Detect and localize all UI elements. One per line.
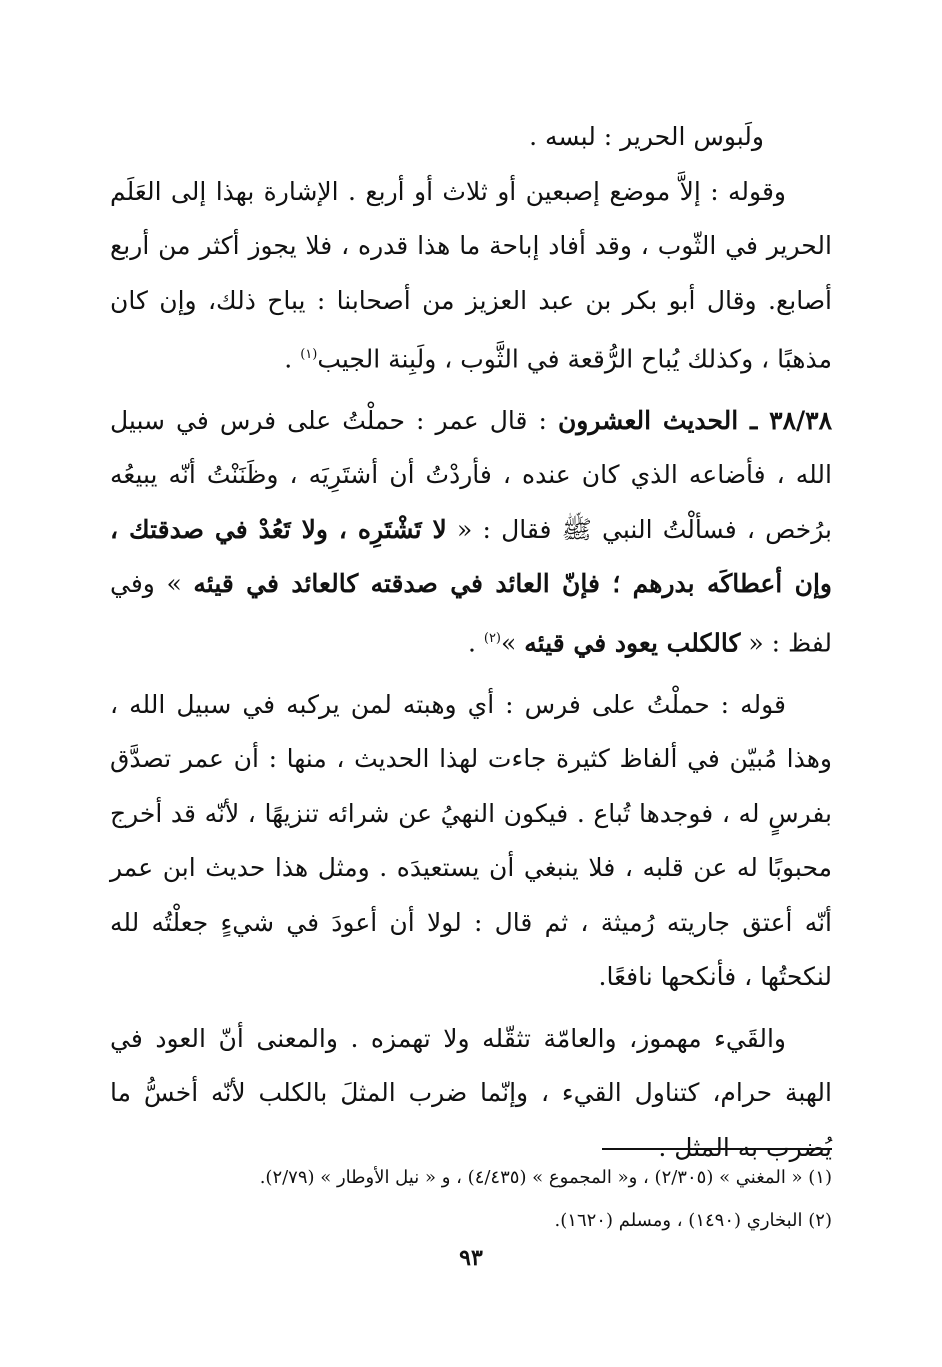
- paragraph-libas: [110, 110, 832, 165]
- footnote-1: (١) « المغني » (٢/٣٠٥) ، و« المجموع » (٤/٤٣٥) ، و « نيل الأوطار » (٢/٧٩).: [259, 1167, 832, 1188]
- paragraph-text: وقوله : إلاَّ موضع إصبعين أو ثلاث أو أربع . الإشارة بهذا إلى العَلَم الحرير في الثّوب ، وقد أفاد إباحة ما هذا قدره ، فلا يجوز أكثر من أربع أصابع. وقال أبو بكر بن عبد العزيز من أصحابنا : يباح ذلك، وإن كان مذهبًا ، وكذلك يُباح الرُّقعة في الثَّوب ، ولَبِنة الجيب: [110, 176, 832, 374]
- main-text: [110, 110, 832, 1175]
- hadith-quote: كالكلب يعود في قيئه: [524, 628, 741, 658]
- hadith-heading: ٣٨/٣٨ ـ الحديث العشرون: [557, 405, 832, 435]
- paragraph-text: قوله : حملْتُ على فرس : أي وهبته لمن يركبه في سبيل الله ، وهذا مُبيّن في ألفاظ كثيرة جاءت لهذا الحديث ، منها : أن عمر تصدَّق بفرسٍ له ، فوجدها تُباع . فيكون النهيُ عن شرائه تنزيهًا ، لأنّه قد أخرج محبوبًا له عن قلبه ، فلا ينبغي أن يستعيدَه . ومثل هذا حديث ابن عمر أنّه أعتق جاريته رُميثة ، ثم قال : لولا أن أعودَ في شيءٍ جعلْتُه لله لنكحتُها ، فأنكحها نافعًا.: [110, 689, 832, 992]
- paragraph-vomit: [110, 1012, 832, 1176]
- paragraph-explanation: [110, 678, 832, 1005]
- page-number: ٩٣: [459, 1245, 483, 1271]
- hadith-paragraph: [110, 394, 832, 671]
- paragraph-text: ولَبوس الحرير : لبسه .: [529, 122, 764, 151]
- footnote-separator: [602, 1148, 832, 1150]
- hadith-quote: لا تَشْتَرِه ، ولا تَعُدْ في صدقتك ، وإن أعطاكَه بدرهم ؛ فإنّ العائد في صدقته كالعائد في قيئه: [110, 514, 832, 599]
- footnote-2: (٢) البخاري (١٤٩٠) ، ومسلم (١٦٢٠).: [554, 1210, 832, 1231]
- hadith-text: »: [501, 628, 525, 658]
- paragraph-end: .: [467, 628, 484, 658]
- paragraph-silk-fingers: [110, 165, 832, 387]
- hadith-text: : قال عمر : حملْتُ على فرس في سبيل الله ، فأضاعه الذي كان عنده ، فأردْتُ أن أشتَرِيَه ، وظَنَنْتُ أنّه يبيعُه برُخص ، فسألْتُ النبي ﷺ فقال : «: [110, 405, 832, 544]
- hadith-text: » وفي لفظ : «: [110, 569, 832, 658]
- footnote-ref-1: (١): [300, 347, 318, 362]
- footnotes: [110, 1156, 832, 1242]
- footnote-ref-2: (٢): [483, 630, 501, 646]
- paragraph-text: والقَيء مهموز، والعامّة تثقّله ولا تهمزه . والمعنى أنّ العود في الهبة حرام، كتناول القيء ، وإنّما ضرب المثلَ بالكلب لأنّه أخسُّ ما يُضرب به المثل .: [110, 1023, 832, 1162]
- paragraph-end: .: [284, 344, 301, 374]
